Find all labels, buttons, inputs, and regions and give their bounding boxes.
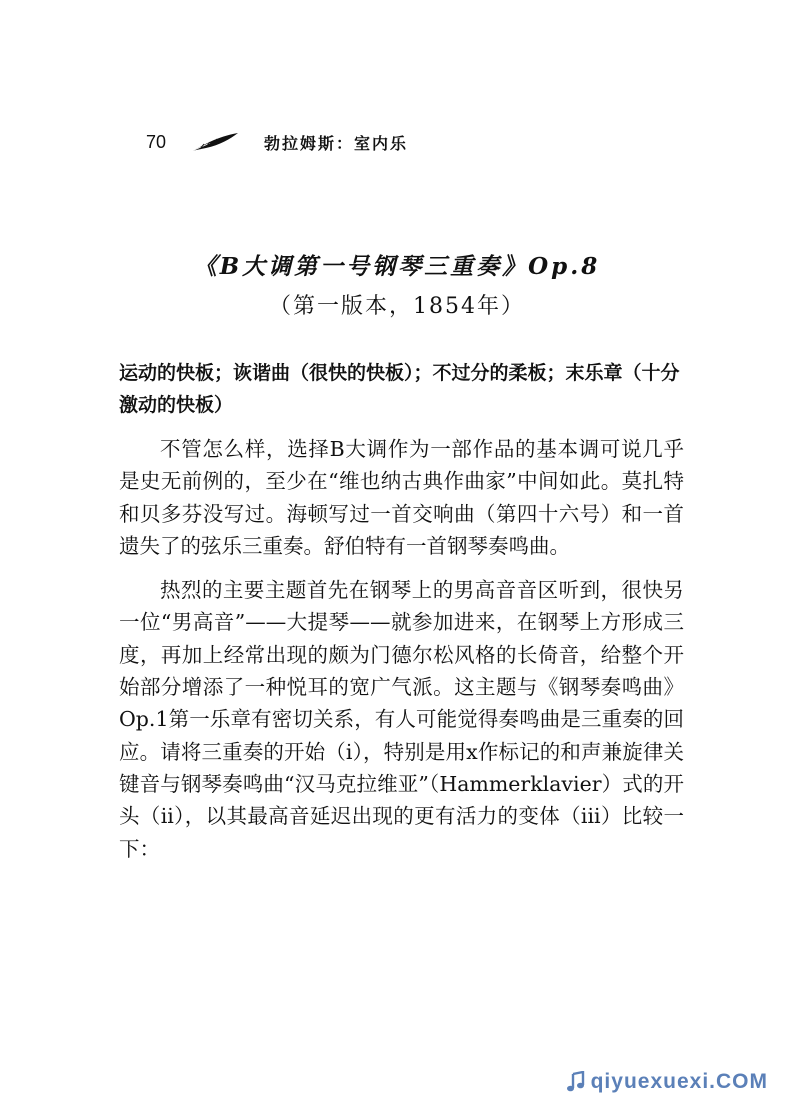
site-watermark [565,1070,768,1094]
page-number: 70 [146,131,167,152]
body-text [119,433,684,877]
watermark-text: qiyuexuexi.COM [590,1070,768,1093]
movement-tempo-markings: 运动的快板；诙谐曲（很快的快板）；不过分的柔板；末乐章（十分激动的快板） [119,362,680,416]
paragraph: 热烈的主要主题首先在钢琴上的男高音音区听到，很快另一位“男高音”——大提琴——就参加进来，在钢琴上方形成三度，再加上经常出现的颇为门德尔松风格的长倚音，给整个开始部分增添了一种悦耳的宽广气派。这主题与《钢琴奏鸣曲》Op.1第一乐章有密切关系，有人可能觉得奏鸣曲是三重奏的回应。请将三重奏的开始（i），特别是用x作标记的和声兼旋律关键音与钢琴奏鸣曲“汉马克拉维亚”（Hammerklavier）式的开头（ii），以其最高音延迟出现的更有活力的变体（iii）比较一下： [119,578,684,861]
running-head: 勃拉姆斯：室内乐 [264,133,409,153]
music-note-logo-icon [565,1071,587,1093]
page-header [146,128,408,156]
quill-icon [190,131,240,153]
piece-subtitle: （第一版本，1854年） [269,294,525,319]
paragraph: 不管怎么样，选择B大调作为一部作品的基本调可说几乎是史无前例的，至少在“维也纳古典作曲家”中间如此。莫扎特和贝多芬没写过。海顿写过一首交响曲（第四十六号）和一首遗失了的弦乐三重奏。舒伯特有一首钢琴奏鸣曲。 [119,437,684,558]
piece-title: 《B大调第一号钢琴三重奏》Op.8 [193,253,601,280]
